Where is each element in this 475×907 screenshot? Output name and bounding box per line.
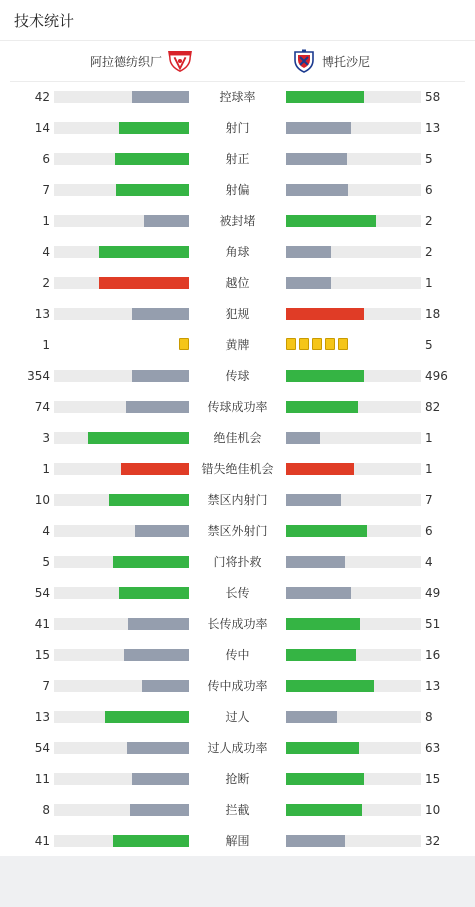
home-stat-bar-fill	[144, 215, 189, 227]
away-stat-bar-fill	[286, 587, 351, 599]
away-stat-value: 51	[425, 617, 441, 631]
away-stat-bar	[286, 370, 421, 382]
home-stat-bar	[54, 556, 189, 568]
away-stat-bar	[286, 184, 421, 196]
home-stat-value: 3	[42, 431, 50, 445]
stat-row	[0, 795, 475, 826]
stat-label: 角球	[225, 245, 250, 259]
stat-label: 过人	[225, 710, 250, 724]
away-stat-bar	[286, 246, 421, 258]
away-stat-bar	[286, 835, 421, 847]
stat-row	[0, 640, 475, 671]
stats-list	[0, 82, 475, 857]
home-stat-bar-fill	[128, 618, 189, 630]
away-yellow-cards	[286, 338, 348, 350]
home-stat-bar-fill	[88, 432, 189, 444]
home-stat-bar-fill	[142, 680, 189, 692]
away-stat-bar	[286, 649, 421, 661]
stat-label: 长传	[225, 586, 250, 600]
yellow-card-icon	[299, 338, 309, 350]
stat-row	[0, 609, 475, 640]
away-stat-bar	[286, 556, 421, 568]
stat-label: 黄牌	[225, 338, 250, 352]
away-stat-value: 1	[425, 431, 433, 445]
stat-label: 射偏	[225, 183, 250, 197]
away-stat-value: 16	[425, 648, 441, 662]
away-stat-bar	[286, 401, 421, 413]
stat-row	[0, 702, 475, 733]
home-team-name: 阿拉德纺织厂	[90, 54, 163, 69]
away-stat-value: 496	[425, 369, 448, 383]
home-stat-value: 42	[34, 90, 50, 104]
uta-arad-crest-icon	[168, 49, 192, 73]
away-stat-bar-fill	[286, 494, 341, 506]
away-stat-value: 7	[425, 493, 433, 507]
home-stat-bar	[54, 370, 189, 382]
stat-label: 传中	[225, 648, 250, 662]
stat-row	[0, 485, 475, 516]
home-stat-value: 7	[42, 183, 50, 197]
stat-label: 传中成功率	[207, 679, 268, 693]
yellow-card-icon	[312, 338, 322, 350]
stat-label: 被封堵	[219, 214, 256, 228]
away-stat-bar-fill	[286, 525, 367, 537]
away-stat-value: 13	[425, 121, 441, 135]
home-stat-value: 5	[42, 555, 50, 569]
home-stat-bar-fill	[132, 773, 189, 785]
away-stat-bar-fill	[286, 246, 331, 258]
home-stat-bar	[54, 463, 189, 475]
home-stat-value: 4	[42, 524, 50, 538]
away-stat-bar	[286, 215, 421, 227]
home-stat-bar	[54, 587, 189, 599]
away-stat-bar-fill	[286, 835, 345, 847]
yellow-card-icon	[325, 338, 335, 350]
stat-row	[0, 671, 475, 702]
home-stat-bar	[54, 246, 189, 258]
stat-row	[0, 392, 475, 423]
stat-row	[0, 299, 475, 330]
section-title: 技术统计	[14, 11, 75, 30]
home-stat-bar	[54, 215, 189, 227]
away-stat-bar	[286, 463, 421, 475]
away-stat-bar-fill	[286, 742, 359, 754]
away-stat-bar-fill	[286, 618, 360, 630]
away-stat-bar	[286, 277, 421, 289]
away-team-name: 博托沙尼	[322, 54, 371, 69]
teams-header	[10, 41, 465, 82]
home-stat-value: 13	[34, 307, 50, 321]
home-stat-value: 354	[27, 369, 50, 383]
away-stat-bar-fill	[286, 308, 364, 320]
home-stat-bar-fill	[113, 835, 189, 847]
stat-row	[0, 547, 475, 578]
away-stat-value: 6	[425, 524, 433, 538]
stat-row	[0, 454, 475, 485]
home-stat-bar-fill	[119, 587, 189, 599]
away-stat-bar-fill	[286, 773, 364, 785]
home-stat-bar-fill	[116, 184, 189, 196]
away-stat-bar	[286, 122, 421, 134]
stat-row	[0, 206, 475, 237]
stat-label: 传球成功率	[207, 400, 268, 414]
section-header	[0, 0, 475, 41]
home-stat-bar	[54, 308, 189, 320]
home-stat-bar-fill	[130, 804, 189, 816]
away-stat-value: 32	[425, 834, 441, 848]
home-stat-value: 13	[34, 710, 50, 724]
home-stat-bar-fill	[126, 401, 189, 413]
away-stat-bar	[286, 587, 421, 599]
away-stat-value: 5	[425, 152, 433, 166]
away-stat-bar-fill	[286, 122, 351, 134]
stat-label: 错失绝佳机会	[201, 462, 274, 476]
away-stat-bar	[286, 525, 421, 537]
away-stat-bar-fill	[286, 556, 345, 568]
stat-label: 传球	[225, 369, 250, 383]
home-stat-bar	[54, 711, 189, 723]
home-stat-bar	[54, 525, 189, 537]
stat-label: 控球率	[219, 90, 256, 104]
stat-row	[0, 516, 475, 547]
stat-row	[0, 764, 475, 795]
away-stat-bar-fill	[286, 649, 356, 661]
away-stat-value: 18	[425, 307, 441, 321]
yellow-card-icon	[286, 338, 296, 350]
home-stat-bar-fill	[132, 370, 189, 382]
stat-row	[0, 268, 475, 299]
away-stat-value: 2	[425, 245, 433, 259]
away-stat-bar	[286, 153, 421, 165]
away-stat-bar	[286, 432, 421, 444]
away-stat-value: 5	[425, 338, 433, 352]
stat-label: 抢断	[225, 772, 250, 786]
home-stat-value: 41	[34, 617, 50, 631]
stat-label: 射门	[225, 121, 250, 135]
stat-label: 禁区外射门	[207, 524, 268, 538]
away-stat-bar-fill	[286, 370, 364, 382]
home-stat-bar-fill	[119, 122, 189, 134]
away-stat-bar	[286, 773, 421, 785]
botosani-crest-icon	[292, 49, 316, 73]
away-stat-bar	[286, 804, 421, 816]
stat-label: 绝佳机会	[213, 431, 262, 445]
home-stat-value: 7	[42, 679, 50, 693]
home-stat-bar	[54, 773, 189, 785]
home-stat-bar-fill	[99, 277, 189, 289]
home-stat-value: 15	[34, 648, 50, 662]
stat-label: 门将扑救	[213, 555, 262, 569]
stat-row	[0, 578, 475, 609]
home-stat-bar-fill	[132, 308, 189, 320]
yellow-card-icon	[338, 338, 348, 350]
home-yellow-cards	[179, 338, 189, 350]
home-stat-bar	[54, 618, 189, 630]
stat-label: 射正	[225, 152, 250, 166]
away-stat-value: 1	[425, 276, 433, 290]
home-stat-bar	[54, 835, 189, 847]
away-stat-bar-fill	[286, 277, 331, 289]
stat-row	[0, 826, 475, 857]
home-stat-value: 41	[34, 834, 50, 848]
home-stat-value: 1	[42, 214, 50, 228]
away-stat-bar	[286, 711, 421, 723]
stat-label: 拦截	[225, 803, 250, 817]
home-stat-bar-fill	[135, 525, 189, 537]
away-stat-bar-fill	[286, 153, 347, 165]
away-stat-value: 13	[425, 679, 441, 693]
away-stat-bar-fill	[286, 680, 374, 692]
home-stat-bar	[54, 804, 189, 816]
stat-label: 越位	[225, 276, 250, 290]
home-stat-bar	[54, 277, 189, 289]
home-stat-value: 4	[42, 245, 50, 259]
home-stat-bar	[54, 184, 189, 196]
away-stat-bar	[286, 494, 421, 506]
home-stat-bar	[54, 91, 189, 103]
away-stat-bar	[286, 680, 421, 692]
yellow-card-icon	[179, 338, 189, 350]
stat-row	[0, 113, 475, 144]
home-stat-bar	[54, 122, 189, 134]
home-stat-value: 6	[42, 152, 50, 166]
away-stat-bar-fill	[286, 184, 348, 196]
away-stat-value: 4	[425, 555, 433, 569]
away-stat-bar-fill	[286, 91, 364, 103]
stat-row	[0, 237, 475, 268]
stat-row	[0, 144, 475, 175]
home-stat-value: 1	[42, 338, 50, 352]
away-stat-value: 1	[425, 462, 433, 476]
home-stat-bar-fill	[113, 556, 189, 568]
away-team[interactable]	[292, 41, 370, 81]
home-stat-bar-fill	[132, 91, 189, 103]
away-stat-bar	[286, 91, 421, 103]
home-stat-bar	[54, 680, 189, 692]
away-stat-bar	[286, 742, 421, 754]
away-stat-bar	[286, 618, 421, 630]
home-stat-bar	[54, 494, 189, 506]
home-stat-value: 8	[42, 803, 50, 817]
home-stat-bar	[54, 401, 189, 413]
home-stat-value: 10	[34, 493, 50, 507]
home-stat-bar-fill	[109, 494, 189, 506]
away-stat-value: 82	[425, 400, 441, 414]
stat-row	[0, 733, 475, 764]
away-stat-value: 15	[425, 772, 441, 786]
home-stat-bar-fill	[99, 246, 189, 258]
home-stat-bar-fill	[105, 711, 189, 723]
stat-label: 长传成功率	[207, 617, 268, 631]
away-stat-bar-fill	[286, 711, 337, 723]
home-stat-bar-fill	[121, 463, 189, 475]
stat-label: 解围	[225, 834, 250, 848]
away-stat-bar-fill	[286, 401, 358, 413]
away-stat-bar-fill	[286, 215, 376, 227]
home-team[interactable]	[90, 41, 192, 81]
home-stat-value: 14	[34, 121, 50, 135]
away-stat-value: 8	[425, 710, 433, 724]
stat-row	[0, 423, 475, 454]
home-stat-value: 2	[42, 276, 50, 290]
away-stat-bar-fill	[286, 463, 354, 475]
home-stat-value: 1	[42, 462, 50, 476]
away-stat-value: 2	[425, 214, 433, 228]
stat-row	[0, 361, 475, 392]
home-stat-bar	[54, 649, 189, 661]
away-stat-value: 49	[425, 586, 441, 600]
away-stat-value: 58	[425, 90, 441, 104]
home-stat-value: 54	[34, 741, 50, 755]
home-stat-bar-fill	[124, 649, 189, 661]
home-stat-bar	[54, 742, 189, 754]
stat-row	[0, 82, 475, 113]
away-stat-value: 6	[425, 183, 433, 197]
away-stat-bar	[286, 308, 421, 320]
stat-row	[0, 175, 475, 206]
away-stat-bar-fill	[286, 432, 320, 444]
home-stat-bar-fill	[115, 153, 189, 165]
away-stat-bar-fill	[286, 804, 362, 816]
home-stat-value: 54	[34, 586, 50, 600]
home-stat-value: 11	[34, 772, 50, 786]
home-stat-bar	[54, 153, 189, 165]
home-stat-bar-fill	[127, 742, 189, 754]
away-stat-value: 10	[425, 803, 441, 817]
stat-label: 过人成功率	[207, 741, 268, 755]
stat-label: 禁区内射门	[207, 493, 268, 507]
home-stat-value: 74	[34, 400, 50, 414]
away-stat-value: 63	[425, 741, 441, 755]
home-stat-bar	[54, 432, 189, 444]
stat-label: 犯规	[225, 307, 250, 321]
stat-row	[0, 330, 475, 361]
